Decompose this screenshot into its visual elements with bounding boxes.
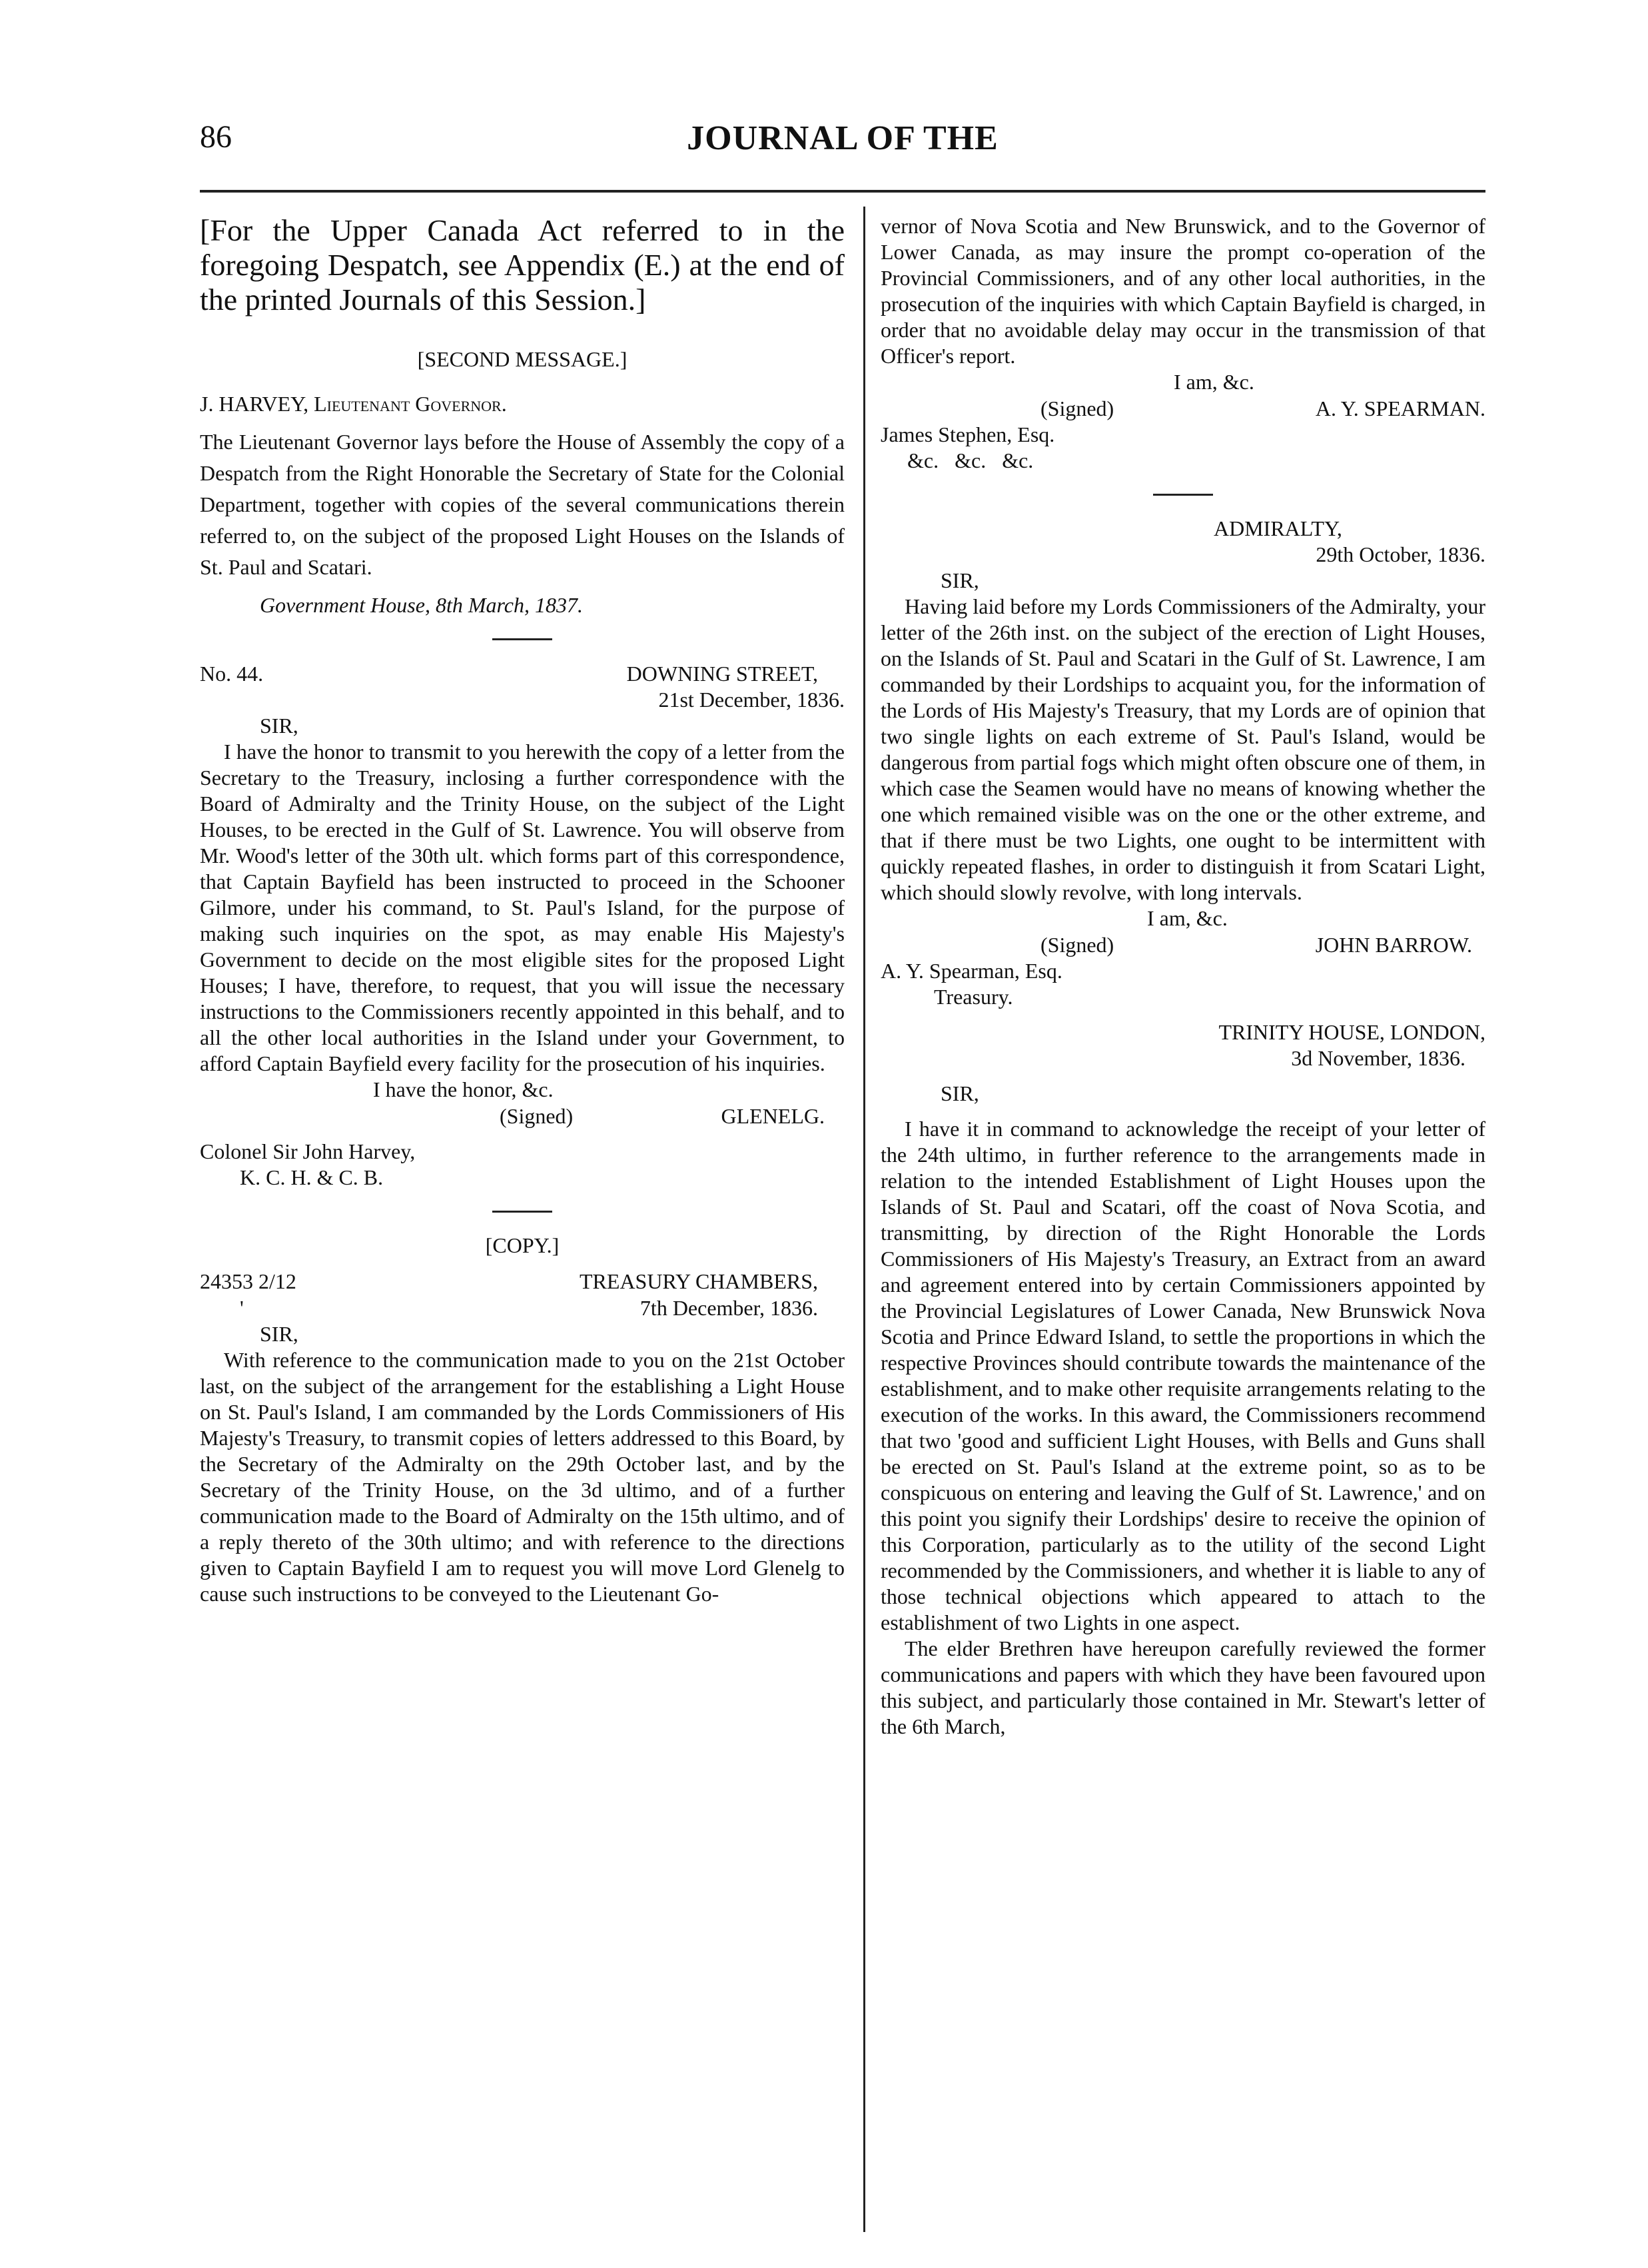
section-rule [1153, 494, 1213, 496]
letter-addressee: James Stephen, Esq. [881, 422, 1055, 446]
trinity-body-2 [881, 1636, 1485, 1740]
despatch-closing: I have the honor, &c. [373, 1077, 554, 1101]
copy-body [200, 1347, 845, 1607]
copy-label: [COPY.] [485, 1233, 560, 1257]
header-rule [200, 190, 1485, 193]
copy-reference: 24353 2/12 [200, 1269, 296, 1293]
despatch-header [200, 660, 845, 687]
page-header [200, 119, 1485, 165]
copy-salutation: SIR, [260, 1322, 298, 1346]
copy-mark: ' [240, 1296, 244, 1320]
message-body: The Lieutenant Governor lays before the House of Assembly the copy of a Despatch from the Right Honorable the Secretary of State for the Colonial Department, together with copies of the several communications therein referred to, on the subject of the proposed Light Houses on the Islands of St. Paul and Scatari. [200, 430, 845, 579]
despatch-place: DOWNING STREET, [626, 662, 818, 686]
letter-addressee-etc: &c. &c. &c. [907, 448, 1034, 472]
letter-closing: I am, &c. [1174, 370, 1254, 394]
page-number: 86 [200, 119, 232, 155]
appendix-note: [For the Upper Canada Act referred to in the foregoing Despatch, see Appendix (E.) at the end of the printed Journals of this Session.] [200, 213, 845, 316]
despatch-addressee-honours: K. C. H. & C. B. [240, 1165, 384, 1189]
trinity-date: 3d November, 1836. [1291, 1046, 1465, 1070]
admiralty-addressee: A. Y. Spearman, Esq. [881, 959, 1062, 983]
trinity-body-2-text: The elder Brethren have hereupon carefully reviewed the former communications and papers with which they have been favoured upon this subject, and particularly those contained in Mr. Stewart's letter of the 6th March, [881, 1636, 1485, 1738]
running-title: JOURNAL OF THE [687, 119, 999, 157]
admiralty-place: ADMIRALTY, [1214, 516, 1342, 540]
despatch-signed-label: (Signed) [500, 1104, 574, 1128]
trinity-salutation: SIR, [941, 1081, 979, 1105]
trinity-body [881, 1116, 1485, 1636]
despatch-signer: GLENELG. [721, 1104, 825, 1128]
admiralty-closing: I am, &c. [1147, 906, 1228, 930]
letter-signature [881, 395, 1485, 422]
governor-line: J. HARVEY, Lieutenant Governor. [200, 392, 507, 416]
despatch-addressee: Colonel Sir John Harvey, [200, 1139, 416, 1163]
letter-signed-label: (Signed) [1040, 396, 1114, 420]
despatch-date: 21st December, 1836. [658, 688, 845, 712]
second-message-heading: [SECOND MESSAGE.] [417, 347, 627, 371]
copy-header [200, 1268, 845, 1295]
right-column [881, 213, 1485, 1740]
trinity-place: TRINITY HOUSE, LONDON, [1218, 1020, 1485, 1044]
trinity-body-text: I have it in command to acknowledge the receipt of your letter of the 24th ultimo, in further reference to the arrangements made in relation to the intended Establishment of Light Houses upon the Islands of St. Paul and Scatari, off the coast of Nova Scotia, and transmitting, by direction of the Right Honorable the Lords Commissioners of His Majesty's Treasury, an Extract from an award and agreement entered into by certain Commissioners appointed by the Provincial Legislatures of Lower Canada, New Brunswick Nova Scotia and Prince Edward Island, to settle the proportions in which the respective Provinces should contribute towards the maintenance of the establishment, and to make other requisite arrangements relating to the execution of the works. In this award, the Commissioners recommend that two 'good and sufficient Light Houses, with Bells and Guns shall be erected on St. Paul's Island at the extreme point, so as to be conspicuous on entering and leaving the Gulf of St. Lawrence,' and on this point you signify their Lordships' desire to receive the opinion of this Corporation, particularly as to the utility of the second Light recommended by the Commissioners, and whether it is liable to any of those technical objections which appeared to attach to the establishment of two Lights in one aspect. [881, 1117, 1485, 1634]
admiralty-signed-label: (Signed) [1040, 933, 1114, 957]
despatch-number: No. 44. [200, 662, 264, 686]
message-dateline: Government House, 8th March, 1837. [260, 593, 583, 617]
section-rule [492, 1211, 552, 1213]
despatch-body-text: I have the honor to transmit to you herewith the copy of a letter from the Secretary to the Treasury, inclosing a further correspondence with the Board of Admiralty and the Trinity House, on the subject of the Light Houses, to be erected in the Gulf of St. Lawrence. You will observe from Mr. Wood's letter of the 30th ult. which forms part of this correspondence, that Captain Bayfield has been instructed to proceed in the Schooner Gilmore, under his command, to St. Paul's Island, for the purpose of making such inquiries on the spot, as may enable His Majesty's Government to decide on the most eligible sites for the proposed Light Houses; I have, therefore, to request, that you will issue the necessary instructions to the Commissioners recently appointed in this behalf, and to all the other local authorities in the Island under your Government, to afford Captain Bayfield every facility for the prosecution of his inquiries. [200, 740, 845, 1075]
despatch-body [200, 739, 845, 1077]
copy-date-row [200, 1295, 845, 1321]
copy-place: TREASURY CHAMBERS, [580, 1269, 818, 1293]
admiralty-date: 29th October, 1836. [1316, 542, 1485, 566]
despatch-salutation: SIR, [260, 714, 298, 738]
admiralty-signature [881, 931, 1485, 958]
admiralty-signer: JOHN BARROW. [1315, 933, 1472, 957]
admiralty-salutation: SIR, [941, 568, 979, 592]
admiralty-addressee-dept: Treasury. [934, 985, 1013, 1009]
letter-signer: A. Y. SPEARMAN. [1315, 396, 1485, 420]
letter-continuation: vernor of Nova Scotia and New Brunswick, and to the Governor of Lower Canada, as may insure the prompt co-operation of the Provincial Commissioners, and of any other local authorities, in the prosecution of the inquiries with which Captain Bayfield is charged, in order that no avoidable delay may occur in the transmission of that Officer's report. [881, 214, 1485, 368]
despatch-signature [200, 1103, 845, 1129]
section-rule [492, 638, 552, 640]
left-column [200, 213, 845, 1607]
copy-date: 7th December, 1836. [639, 1296, 818, 1320]
admiralty-body-text: Having laid before my Lords Commissioners of the Admiralty, your letter of the 26th inst. on the subject of the erection of Light Houses, on the Islands of St. Paul and Scatari in the Gulf of St. Lawrence, I am commanded by their Lordships to acquaint you, for the information of the Lords of His Majesty's Treasury, that my Lords are of opinion that two single lights on each extreme of St. Paul's Island, would be dangerous from partial fogs which might often obscure one of them, in which case the Seamen would have no means of knowing whether the one which remained visible was on the one or the other extreme, and that if there must be two Lights, one ought to be intermittent with quickly repeated flashes, in order to distinguish it from Scatari Light, which should slowly revolve, with long intervals. [881, 594, 1485, 904]
admiralty-body [881, 594, 1485, 905]
copy-body-text: With reference to the communication made to you on the 21st October last, on the subject of the arrangement for the establishing a Light House on St. Paul's Island, I am commanded by the Lords Commissioners of His Majesty's Treasury, to transmit copies of letters addressed to this Board, by the Secretary of the Admiralty on the 29th October last, and by the Secretary of the Trinity House, on the 3d ultimo, and of a further communication made to the Board of Admiralty on the 15th ultimo, and of a reply thereto of the 30th ultimo; and with reference to the directions given to Captain Bayfield I am to request you will move Lord Glenelg to cause such instructions to be conveyed to the Lieutenant Go- [200, 1348, 845, 1606]
column-divider [863, 207, 865, 2232]
